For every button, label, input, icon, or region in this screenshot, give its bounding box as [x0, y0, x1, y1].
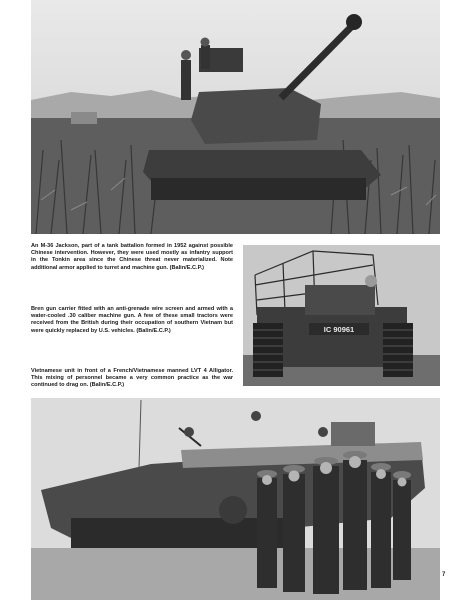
photo-bren-gun-carrier [243, 245, 440, 386]
caption-bren-gun-carrier: Bren gun carrier fitted with an anti-grenade wire screen and armed with a water-cooled .30 caliber machine gun. A few of these small tractors were received from the British during their occupation of southern Vietnam but were quickly replaced by U.S. vehicles. (Balin/E.C.P.) [31, 306, 233, 334]
photo-lvt4-alligator [31, 398, 440, 600]
carrier-hull-number: IC 90961 [323, 325, 355, 334]
caption-m36-jackson: An M-36 Jackson, part of a tank battalion formed in 1952 against possible Chinese intervention. However, they were used mostly as infantry support in the Tonkin area since the Chinese threat never materialized. Note additional armor applied to turret and machine gun. (Balin/E.C.P.) [31, 243, 233, 271]
caption-lvt4-alligator: Vietnamese unit in front of a French/Vietnamese manned LVT 4 Alligator. This mixing of personnel became a very common practice as the war continued to drag on. (Balin/E.C.P.) [31, 368, 233, 389]
photo-m36-jackson [31, 0, 440, 234]
page-number: 7 [442, 572, 446, 578]
